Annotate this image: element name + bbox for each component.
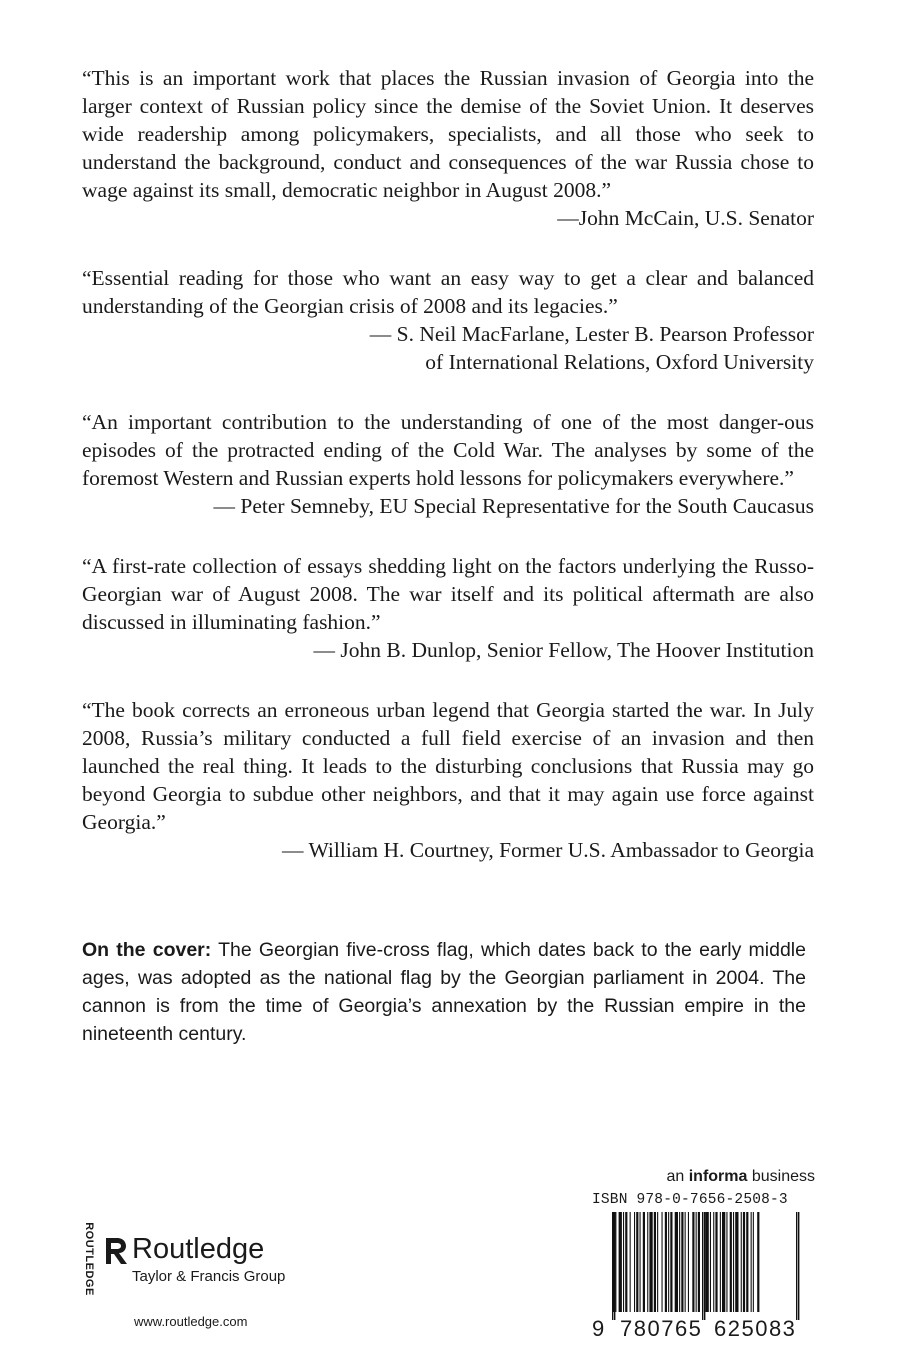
endorsement-quote: “The book corrects an erroneous urban legend that Georgia started the war. In July 2008, Russia’s military conducted a full field exercise of an invasion and then launched the real thing. It leads to the disturbing conclusions that Russia may go beyond Georgia to subdue other neighbors, and that it may again use force against Georgia.” bbox=[82, 698, 814, 834]
endorsement-attribution: of International Relations, Oxford University bbox=[425, 350, 814, 374]
barcode-right-group: 625083 bbox=[714, 1316, 797, 1341]
routledge-vertical-wordmark: ROUTLEDGE bbox=[83, 1222, 95, 1296]
endorsement-attribution: — William H. Courtney, Former U.S. Ambassador to Georgia bbox=[282, 838, 814, 862]
cover-note bbox=[82, 936, 806, 1048]
endorsement-attribution: — John B. Dunlop, Senior Fellow, The Hoover Institution bbox=[313, 638, 814, 662]
publisher-group: Taylor & Francis Group bbox=[132, 1268, 286, 1285]
publisher-url: www.routledge.com bbox=[134, 1314, 248, 1329]
endorsement-attribution: — S. Neil MacFarlane, Lester B. Pearson Professor bbox=[369, 322, 814, 346]
cover-note-lead: On the cover: bbox=[82, 939, 212, 961]
endorsement-quote: “A first-rate collection of essays shedding light on the factors underlying the Russo-Georgian war of August 2008. The war itself and its political aftermath are also discussed in illuminating fashion.” bbox=[82, 554, 814, 634]
barcode-first-digit: 9 bbox=[592, 1316, 605, 1341]
endorsement bbox=[82, 696, 814, 864]
endorsement bbox=[82, 408, 814, 520]
endorsement bbox=[82, 552, 814, 664]
informa-tagline: an informa business bbox=[666, 1168, 815, 1185]
publisher-logo bbox=[78, 1222, 338, 1338]
endorsement-quote: “Essential reading for those who want an easy way to get a clear and balanced understanding of the Georgian crisis of 2008 and its legacies.” bbox=[82, 266, 814, 318]
informa-brand: informa bbox=[688, 1168, 748, 1185]
endorsements bbox=[82, 64, 814, 896]
barcode-icon bbox=[590, 1212, 815, 1320]
endorsement-quote: “An important contribution to the understanding of one of the most danger-ous episodes of the protracted ending of the Cold War. The analyses by some of the foremost Western and Russian experts hold lessons for policymakers everywhere.” bbox=[82, 410, 814, 490]
endorsement bbox=[82, 64, 814, 232]
cover-note-text: The Georgian five-cross flag, which dates back to the early middle ages, was adopted as the national flag by the Georgian parliament in 2004. The cannon is from the time of Georgia’s annexation by the Russian empire in the nineteenth century. bbox=[82, 939, 806, 1045]
endorsement-attribution: —John McCain, U.S. Senator bbox=[557, 206, 814, 230]
barcode-block bbox=[590, 1168, 815, 1348]
endorsement-quote: “This is an important work that places the Russian invasion of Georgia into the larger context of Russian policy since the demise of the Soviet Union. It deserves wide readership among policymakers, specialists, and all those who seek to understand the background, conduct and consequences of the war Russia chose to wage against its small, democratic neighbor in August 2008.” bbox=[82, 66, 814, 202]
endorsement-attribution: — Peter Semneby, EU Special Representative for the South Caucasus bbox=[213, 494, 814, 518]
isbn-label: ISBN 978-0-7656-2508-3 bbox=[592, 1192, 788, 1208]
routledge-r-icon bbox=[104, 1236, 130, 1266]
barcode-left-group: 780765 bbox=[620, 1316, 703, 1341]
publisher-name: Routledge bbox=[132, 1233, 265, 1265]
endorsement bbox=[82, 264, 814, 376]
